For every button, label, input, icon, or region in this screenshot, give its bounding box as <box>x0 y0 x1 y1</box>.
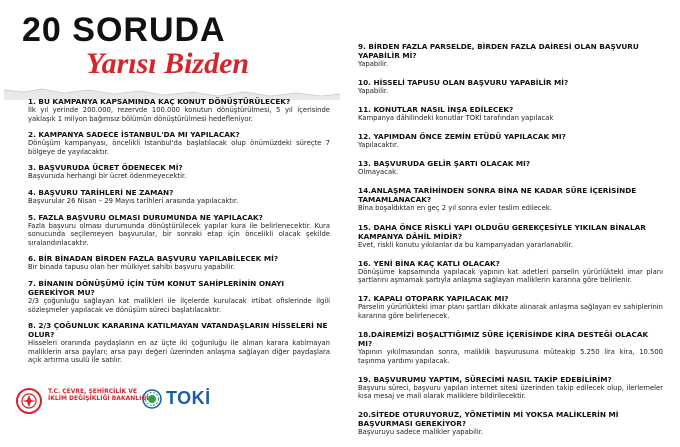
answer: Bina boşaldıktan en geç 2 yıl sonra evler teslim edilecek. <box>358 204 552 213</box>
answer: Kampanya dâhilindeki konutlar TOKİ tarafından yapılacak <box>358 114 554 123</box>
question: 2. KAMPANYA SADECE İSTANBUL'DA MI YAPILACAK? <box>28 130 240 140</box>
page-subtitle: Yarısı Bizden <box>86 47 250 80</box>
page-title: 20 SORUDA <box>22 11 226 49</box>
answer: Başvuruda herhangi bir ücret ödenmeyecektir. <box>28 172 187 181</box>
qa-item <box>28 97 330 123</box>
answer: 2/3 çoğunluğu sağlayan kat malikleri ile ilçelerde kurulacak irtibat ofislerinde ilgili sözleşmeler yapılacak ve dönüşüm süreci başlatılacaktır. <box>28 296 330 314</box>
question: 8. 2/3 ÇOĞUNLUK KARARINA KATILMAYAN VATANDAŞLARIN HİSSELERİ NE OLUR? <box>28 321 328 340</box>
ministry-emblem-icon <box>16 387 42 415</box>
question: 15. DAHA ÖNCE RİSKLİ YAPI OLDUĞU GEREKÇESİYLE YIKILAN BİNALAR KAMPANYA DÂHİL MİDİR? <box>358 222 646 241</box>
qa-item <box>358 186 663 213</box>
qa-item <box>358 375 663 401</box>
ministry-name <box>48 388 148 402</box>
right-qa-column <box>358 42 663 447</box>
question: 13. BAŞVURUDA GELİR ŞARTI OLACAK MI? <box>358 159 531 169</box>
question: 20.SİTEDE OTURUYORUZ, YÖNETİMİN Mİ YOKSA MALİKLERİN Mİ BAŞVURMASI GEREKİYOR? <box>358 410 619 429</box>
answer: Başvuruyu sadece malikler yapabilir. <box>358 428 484 437</box>
qa-item <box>358 223 663 250</box>
qa-item <box>358 259 663 285</box>
footer-logos <box>10 381 210 417</box>
question: 9. BİRDEN FAZLA PARSELDE, BİRDEN FAZLA DAİRESİ OLAN BAŞVURU YAPABİLİR Mİ? <box>358 42 639 60</box>
qa-item <box>358 159 663 177</box>
question: 19. BAŞVURUMU YAPTIM, SÜRECİMİ NASIL TAKİP EDEBİLİRİM? <box>358 374 612 384</box>
qa-item <box>28 163 330 181</box>
qa-item <box>28 188 330 206</box>
left-qa-column <box>28 97 330 372</box>
answer: Yapılacaktır. <box>358 141 399 150</box>
answer: Evet, riskli konutu yıkılanlar da bu kampanyadan yararlanabilir. <box>358 240 574 249</box>
qa-item <box>28 254 330 272</box>
toki-emblem-icon <box>142 389 162 409</box>
qa-item <box>358 105 663 123</box>
answer: Hisseleri oranında paydaşların en az üçte iki çoğunluğu ile alınan karara katılmayan maliklerin arsa payları; arsa payı değeri üzerinden anlaşma sağlayan diğer paydaşlara açık artırma usulü ile satılır. <box>28 339 330 365</box>
toki-logo: TOKİ <box>166 388 211 408</box>
answer: Bir binada tapusu olan her mülkiyet sahibi başvuru yapabilir. <box>28 263 235 272</box>
header <box>22 12 252 88</box>
answer: Dönüşüm kampanyası, öncelikli İstanbul'da başlatılacak olup önümüzdeki süreçte 7 bölgeye de yayılacaktır. <box>28 139 330 156</box>
question: 17. KAPALI OTOPARK YAPILACAK MI? <box>358 294 509 304</box>
question: 16. YENİ BİNA KAÇ KATLI OLACAK? <box>358 258 500 268</box>
qa-item <box>358 42 663 69</box>
answer: Başvuru süreci, başvuru yapılan internet sitesi üzerinden takip edilecek olup, ilerlemeler kısa mesaj ve mail olarak maliklere bildirilecektir. <box>358 383 663 401</box>
question: 14.ANLAŞMA TARİHİNDEN SONRA BİNA NE KADAR SÜRE İÇERİSİNDE TAMAMLANACAK? <box>358 186 637 205</box>
answer: İlk yıl yerinde 200.000, rezervde 100.000 konutun dönüştürülmesi, 5 yıl içerisinde yaklaşık 1 milyon bağımsız bölümün dönüştürülmesi hedefleniyor. <box>28 106 330 123</box>
answer: Başvurular 26 Nisan – 29 Mayıs tarihleri arasında yapılacaktır. <box>28 196 239 205</box>
ministry-name-line1: T.C. ÇEVRE, ŞEHİRCİLİK VE <box>48 388 137 395</box>
qa-item <box>28 279 330 314</box>
qa-item <box>28 130 330 156</box>
question: 1. BU KAMPANYA KAPSAMINDA KAÇ KONUT DÖNÜŞTÜRÜLECEK? <box>28 97 291 106</box>
qa-item <box>358 410 663 437</box>
question: 6. BİR BİNADAN BİRDEN FAZLA BAŞVURU YAPILABİLECEK Mİ? <box>28 254 279 264</box>
question: 18.DAİREMİZİ BOŞALTTIĞIMIZ SÜRE İÇERİSİNDE KİRA DESTEĞİ OLACAK MI? <box>358 330 649 349</box>
question: 11. KONUTLAR NASIL İNŞA EDİLECEK? <box>358 105 514 115</box>
question: 10. HİSSELİ TAPUSU OLAN BAŞVURU YAPABİLİR Mİ? <box>358 78 569 88</box>
qa-item <box>358 330 663 365</box>
question: 4. BAŞVURU TARİHLERİ NE ZAMAN? <box>28 187 174 197</box>
qa-item <box>28 213 330 248</box>
qa-item <box>28 321 330 365</box>
question: 7. BİNANIN DÖNÜŞÜMÜ İÇİN TÜM KONUT SAHİPLERİNİN ONAYI GEREKİYOR MU? <box>28 278 285 297</box>
question: 12. YAPIMDAN ÖNCE ZEMİN ETÜDÜ YAPILACAK MI? <box>358 132 566 142</box>
answer: Olmayacak. <box>358 168 399 177</box>
answer: Dönüşüme kapsamında yapılacak yapının kat adetleri parselin yürürlükteki imar planı şartlarını aşmamak şartıyla anlaşma sağlayan maliklerin kararına göre belirlenir. <box>358 267 663 285</box>
qa-item <box>358 132 663 150</box>
ministry-name-line2: İKLİM DEĞİŞİKLİĞİ BAKANLIĞI <box>48 395 149 402</box>
answer: Yapabilir. <box>358 60 389 68</box>
qa-item <box>358 78 663 96</box>
qa-item <box>358 294 663 320</box>
answer: Parselin yürürlükteki imar planı şartları dikkate alınarak anlaşma sağlayan ev sahiplerinin kararına göre belirlenecek. <box>358 303 663 320</box>
question: 3. BAŞVURUDA ÜCRET ÖDENECEK Mİ? <box>28 163 183 173</box>
question: 5. FAZLA BAŞVURU OLMASI DURUMUNDA NE YAPILACAK? <box>28 212 263 222</box>
answer: Yapabilir. <box>358 87 389 96</box>
answer: Yapının yıkılmasından sonra, maliklik başvurusuna müteakip 5.250 lira kira, 10.500 taşınma yardımı yapılacak. <box>358 348 663 365</box>
answer: Fazla başvuru olması durumunda dönüştürülecek yapılar kura ile belirlenecektir. Kura sonucunda seçilemeyen başvurular, bir sonraki etap için öncelikli olacak şekilde sıralandırılacaktır. <box>28 221 330 247</box>
